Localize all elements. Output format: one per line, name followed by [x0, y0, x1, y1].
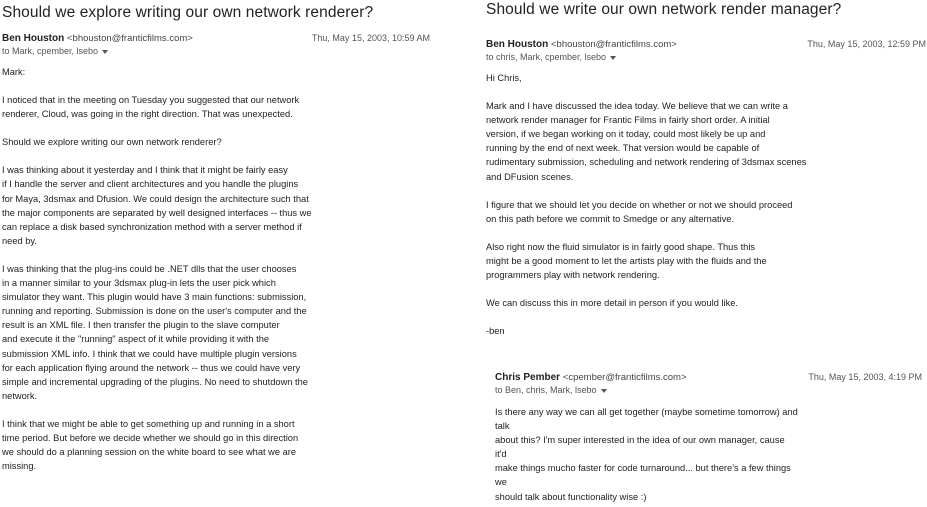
- email-text-line: simulator they want. This plugin would have 3 main functions: submission,: [2, 292, 307, 303]
- email-signature: -ben: [486, 326, 505, 337]
- email-text-line: the major components are separated by well designed interfaces -- thus we: [2, 207, 312, 218]
- email-text-line: version, if we began working on it today, could most likely be up and: [486, 129, 766, 140]
- email-text-line: running by the end of next week. That version would be capable of: [486, 143, 760, 154]
- email-text-line: for Maya, 3dsmax and Dfusion. We could design the architecture such that: [2, 193, 309, 204]
- recipients-text: to Ben, chris, Mark, lsebo: [495, 385, 597, 395]
- email-text-line: network render manager for Frantic Films in fairly short order. A initial: [486, 115, 770, 126]
- email-text-line: on this path before we commit to Smedge or any alternative.: [486, 213, 735, 224]
- email-text-line: missing.: [2, 461, 37, 472]
- chevron-down-icon[interactable]: [601, 389, 607, 393]
- email-text-line: about this? I'm super interested in the idea of our own manager, cause: [495, 435, 785, 446]
- email-text-line: might be a good moment to let the artists play with the fluids and the: [486, 255, 767, 266]
- email-text-line: and DFusion scenes.: [486, 171, 574, 182]
- email-reply: [495, 372, 922, 504]
- email-text-line: I think that we might be able to get something up and running in a short: [2, 418, 295, 429]
- email-text-line: programmers play with network rendering.: [486, 270, 660, 281]
- email-text-line: rudimentary submission, scheduling and network rendering of 3dsmax scenes: [486, 157, 807, 168]
- email-body: [495, 405, 922, 504]
- email-text-line: make things mucho faster for code turnaround... but there's a few things: [495, 463, 791, 474]
- email-paragraph: [2, 262, 430, 403]
- email-text-line: submission XML info. I think that we could have multiple plugin versions: [2, 348, 297, 359]
- email-text-line: I noticed that in the meeting on Tuesday you suggested that our network: [2, 95, 300, 106]
- email-text-line: and execute it the "running" aspect of it while providing it with the: [2, 334, 270, 345]
- email-text-line: can replace a disk based synchronization method with a server method if: [2, 221, 302, 232]
- email-paragraph: [495, 405, 922, 504]
- email-paragraph: [2, 93, 430, 121]
- sender-email: <bhouston@franticfilms.com>: [551, 39, 677, 50]
- email-text-line: in a manner similar to your 3dsmax plug-in lets the user pick which: [2, 278, 276, 289]
- email-text-line: I figure that we should let you decide on whether or not we should proceed: [486, 199, 793, 210]
- email-text-line: we: [495, 477, 507, 488]
- email-subject: Should we explore writing our own network renderer?: [2, 4, 374, 21]
- email-text-line: Also right now the fluid simulator is in fairly good shape. Thus this: [486, 241, 756, 252]
- email-text-line: renderer, Cloud, was going in the right direction. That was unexpected.: [2, 109, 293, 120]
- sender-name[interactable]: Chris Pember: [495, 372, 561, 383]
- recipients-text: to Mark, cpember, lsebo: [2, 46, 99, 56]
- email-date: Thu, May 15, 2003, 12:59 PM: [807, 39, 926, 49]
- email-text-line: We can discuss this in more detail in person if you would like.: [486, 298, 738, 309]
- sender-name[interactable]: Ben Houston: [2, 33, 65, 44]
- email-date: Thu, May 15, 2003, 10:59 AM: [311, 33, 430, 43]
- email-text-line: running and reporting. Submission is done on the user's computer and the: [2, 306, 307, 317]
- recipients-line[interactable]: [486, 52, 926, 62]
- email-text-line: simple and incremental upgrading of the plugins. No need to shutdown the: [2, 376, 308, 387]
- email-subject: Should we write our own network render manager?: [486, 1, 842, 18]
- email-text-line: I was thinking that the plug-ins could be .NET dlls that the user chooses: [2, 263, 297, 274]
- email-paragraph: [486, 296, 926, 310]
- email-header: [2, 33, 430, 56]
- email-text-line: it'd: [495, 449, 507, 460]
- email-text-line: Mark:: [2, 67, 26, 77]
- email-paragraph: [2, 135, 430, 149]
- email-text-line: I was thinking about it yesterday and I think that it might be fairly easy: [2, 165, 288, 176]
- sender-email: <cpember@franticfilms.com>: [562, 372, 687, 383]
- email-paragraph: [486, 71, 926, 85]
- chevron-down-icon[interactable]: [610, 56, 616, 60]
- email-paragraph: [486, 240, 926, 282]
- recipients-text: to chris, Mark, cpember, lsebo: [486, 52, 607, 62]
- email-text-line: Hi Chris,: [486, 73, 522, 83]
- email-paragraph: [486, 198, 926, 226]
- email-header: [495, 372, 922, 395]
- email-text-line: Should we explore writing our own network renderer?: [2, 137, 222, 148]
- email-text-line: Mark and I have discussed the idea today. We believe that we can write a: [486, 101, 788, 112]
- sender-email: <bhouston@franticfilms.com>: [67, 33, 193, 44]
- email-paragraph: [2, 65, 430, 79]
- email-text-line: network.: [2, 390, 38, 401]
- sender-name[interactable]: Ben Houston: [486, 39, 549, 50]
- recipients-line[interactable]: [495, 385, 922, 395]
- email-text-line: result is an XML file. I then transfer the plugin to the slave computer: [2, 320, 280, 331]
- email-text-line: if I handle the server and client architectures and you handle the plugins: [2, 179, 299, 190]
- email-paragraph: [2, 163, 430, 248]
- email-paragraph: [486, 99, 926, 184]
- email-date: Thu, May 15, 2003, 4:19 PM: [808, 372, 922, 382]
- email-header: [486, 39, 926, 62]
- email-message-left: [2, 4, 430, 473]
- email-text-line: time period. But before we decide whether we should go in this direction: [2, 432, 299, 443]
- chevron-down-icon[interactable]: [102, 50, 108, 54]
- email-message-right: [486, 1, 926, 338]
- recipients-line[interactable]: [2, 46, 430, 56]
- email-body: [2, 65, 430, 473]
- email-text-line: should talk about functionality wise :): [495, 491, 647, 502]
- email-text-line: for each application flying around the network -- thus we could have very: [2, 362, 301, 373]
- email-text-line: need by.: [2, 235, 37, 246]
- email-text-line: talk: [495, 421, 510, 432]
- email-body: [486, 71, 926, 338]
- email-text-line: Is there any way we can all get together (maybe sometime tomorrow) and: [495, 407, 798, 417]
- email-text-line: we should do a planning session on the white board to see what we are: [2, 447, 297, 458]
- email-paragraph: [2, 417, 430, 473]
